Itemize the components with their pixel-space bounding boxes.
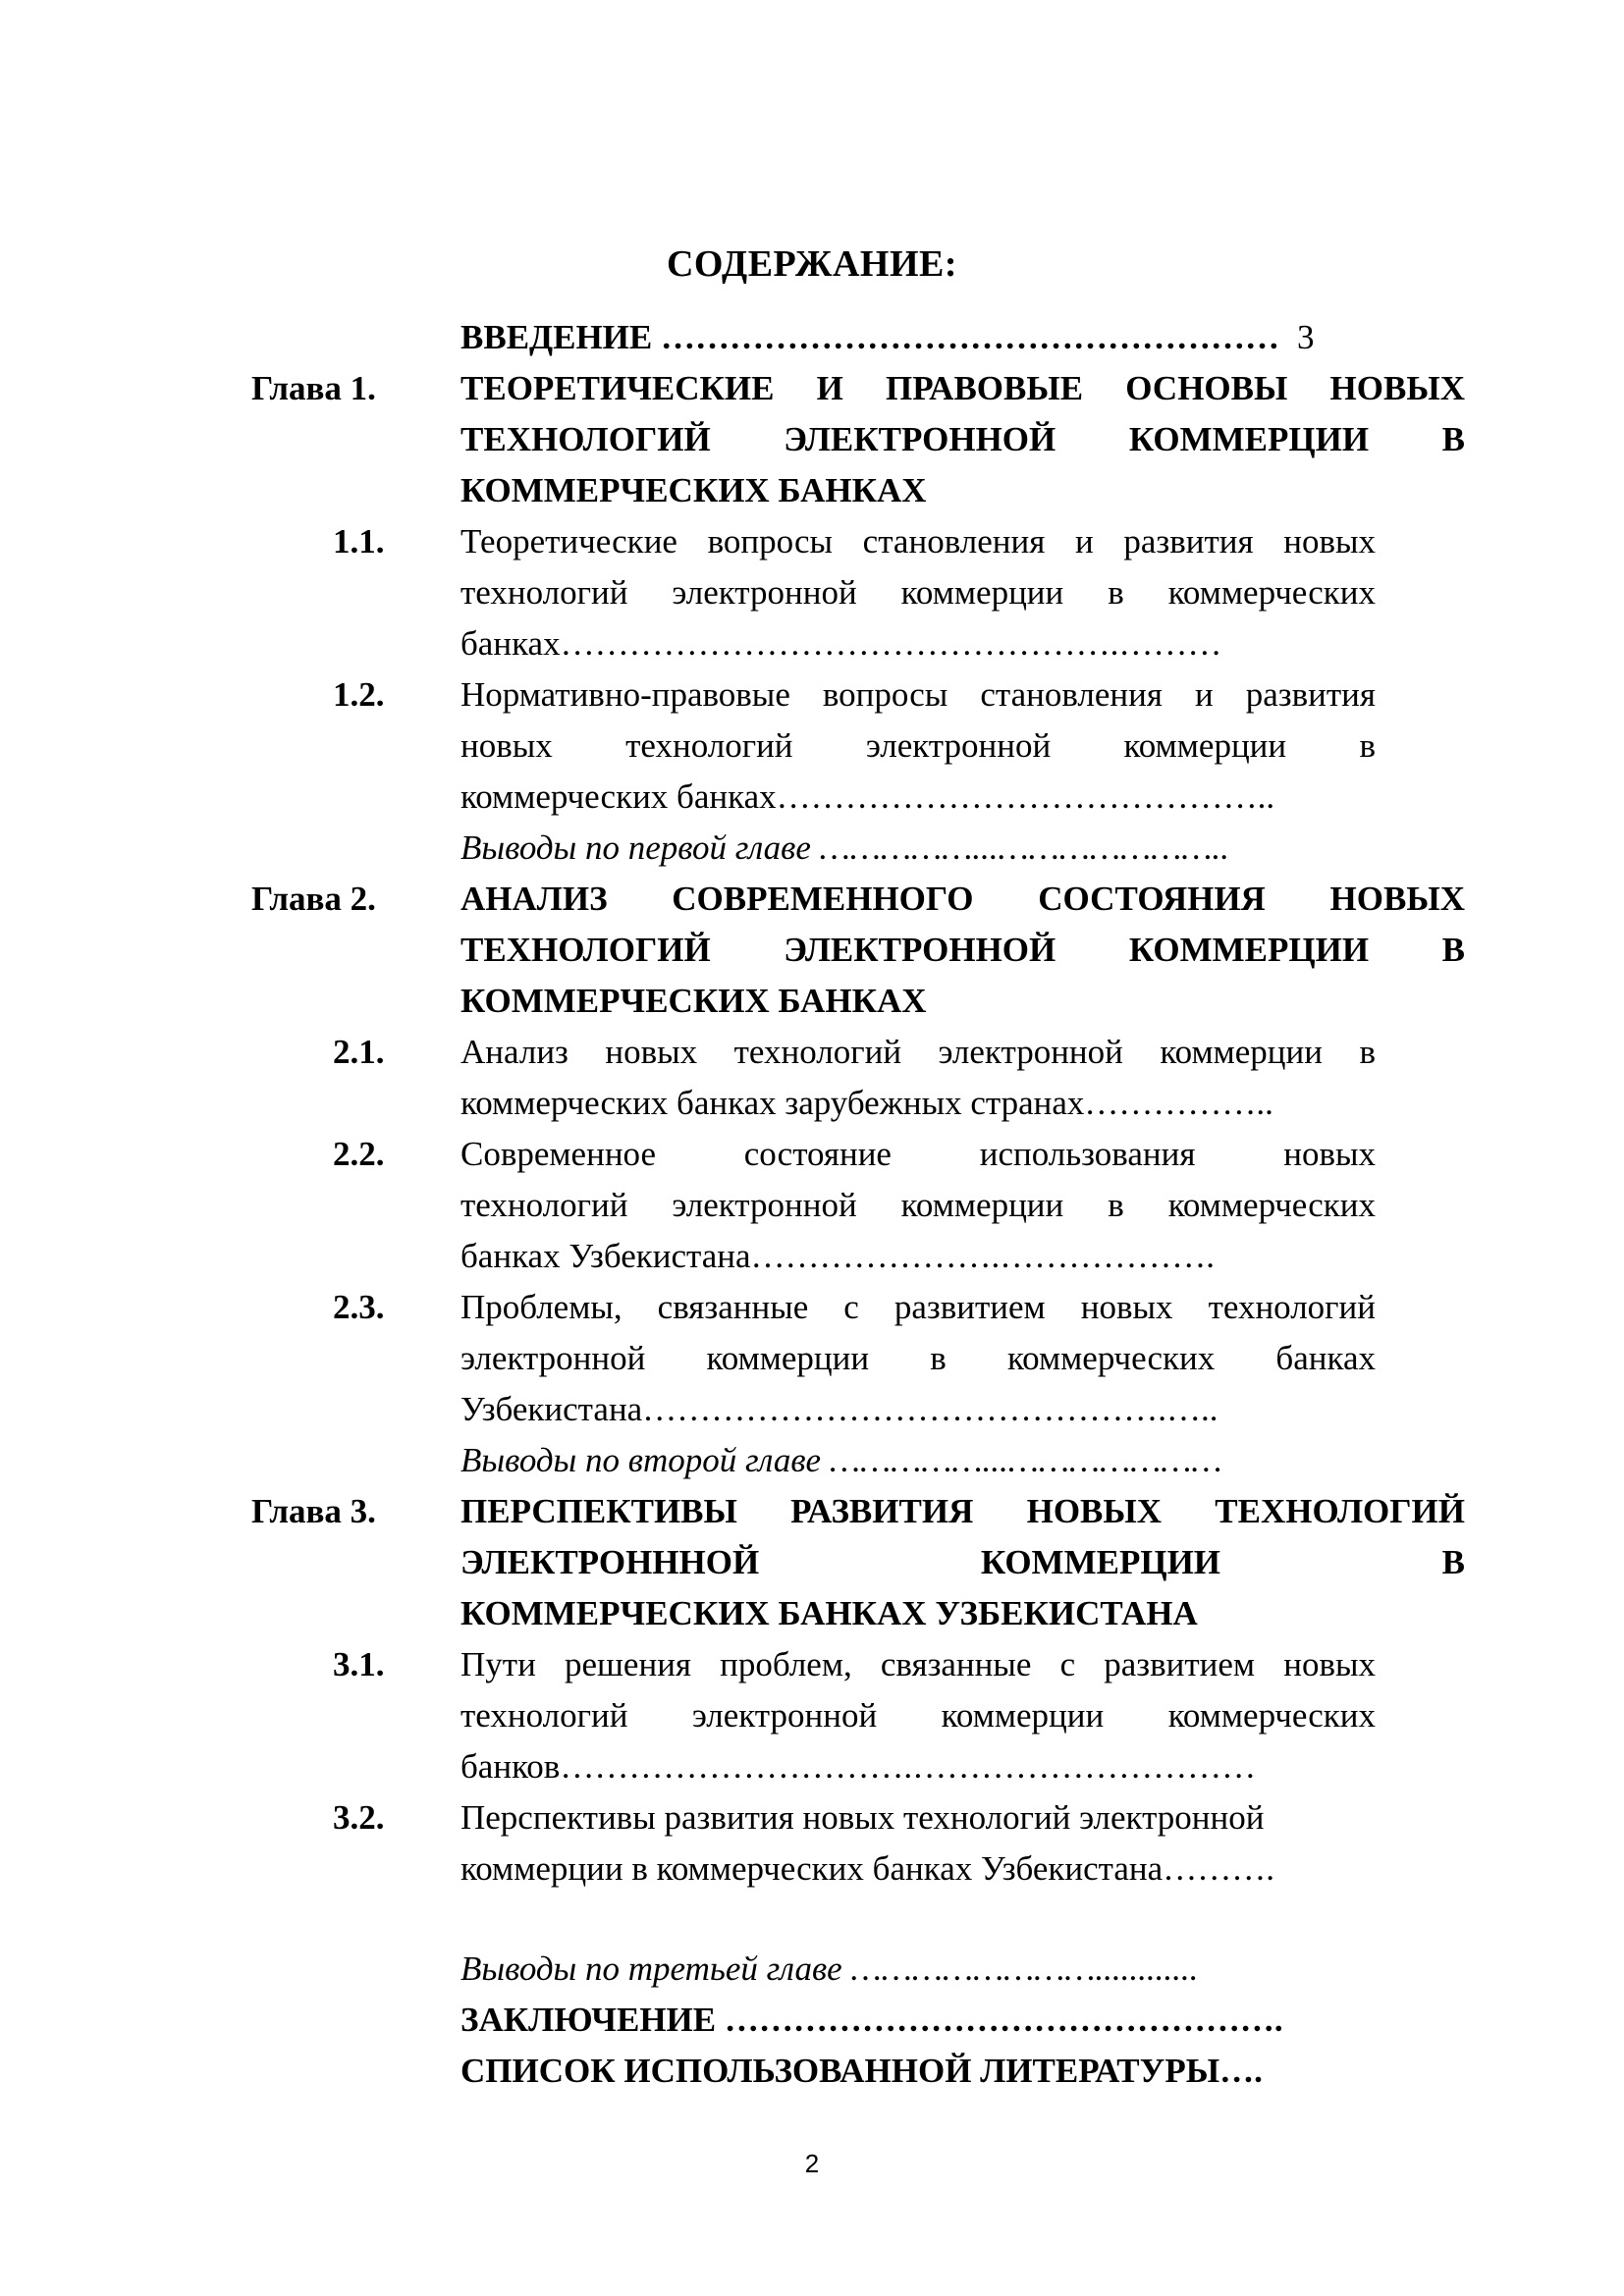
toc-entry-chapter-2 (0, 874, 1624, 1027)
section-1-2-line-1: Нормативно-правовые вопросы становления и развития (460, 675, 1376, 714)
toc-title: СОДЕРЖАНИЕ: (666, 243, 958, 285)
page-number: 2 (804, 2149, 820, 2178)
section-1-1-line-2: технологий электронной коммерции в коммерческих (460, 573, 1376, 612)
chapter-2-title-line-1: АНАЛИЗ СОВРЕМЕННОГО СОСТОЯНИЯ НОВЫХ (460, 880, 1465, 918)
chapter-1-label: Глава 1. (251, 369, 376, 407)
references-text: СПИСОК ИСПОЛЬЗОВАННОЙ ЛИТЕРАТУРЫ…. (460, 2052, 1263, 2090)
section-2-2-line-3: банках Узбекистана………………….………………. (460, 1237, 1216, 1275)
toc-entry-conclusions-2 (0, 1435, 1624, 1486)
chapter-2-title-line-2: ТЕХНОЛОГИЙ ЭЛЕКТРОННОЙ КОММЕРЦИИ В (460, 931, 1465, 969)
spacer (0, 1895, 1624, 1944)
section-3-1-line-2: технологий электронной коммерции коммерческих (460, 1696, 1376, 1735)
section-3-2-line-2: коммерции в коммерческих банках Узбекистана………. (460, 1849, 1274, 1888)
section-3-1-label: 3.1. (333, 1645, 385, 1683)
toc-entry-conclusions-1 (0, 823, 1624, 874)
conclusion-text: ЗАКЛЮЧЕНИЕ …………………………………………. (460, 2001, 1283, 2039)
section-2-3-line-2: электронной коммерции в коммерческих банках (460, 1339, 1376, 1377)
section-1-1-label: 1.1. (333, 522, 385, 561)
chapter-1-title-line-3: КОММЕРЧЕСКИХ БАНКАХ (460, 471, 927, 509)
conclusions-1-text: Выводы по первой главе ……………...………………….. (460, 828, 1229, 867)
toc-entry-chapter-1 (0, 363, 1624, 516)
section-2-1-line-2: коммерческих банках зарубежных странах…………….. (460, 1084, 1273, 1122)
section-2-3-line-3: Узбекистана……………………………………….….. (460, 1390, 1218, 1428)
toc-entry-section-3-1 (0, 1639, 1624, 1792)
toc-entry-section-2-2 (0, 1129, 1624, 1282)
toc-entry-introduction (0, 312, 1624, 363)
section-2-2-line-2: технологий электронной коммерции в коммерческих (460, 1186, 1376, 1224)
introduction-page-number: 3 (1297, 318, 1315, 356)
conclusions-2-text: Выводы по второй главе ……………...………………… (460, 1441, 1222, 1479)
toc-entry-section-2-1 (0, 1027, 1624, 1129)
toc-entry-references (0, 2046, 1624, 2097)
section-2-1-label: 2.1. (333, 1033, 385, 1071)
chapter-1-title-line-2: ТЕХНОЛОГИЙ ЭЛЕКТРОННОЙ КОММЕРЦИИ В (460, 420, 1465, 458)
section-1-2-label: 1.2. (333, 675, 385, 714)
section-2-3-label: 2.3. (333, 1288, 385, 1326)
toc-entry-chapter-3 (0, 1486, 1624, 1639)
introduction-text: ВВЕДЕНИЕ ……………………………………………… (460, 318, 1280, 356)
chapter-2-title-line-3: КОММЕРЧЕСКИХ БАНКАХ (460, 982, 927, 1020)
section-2-2-label: 2.2. (333, 1135, 385, 1173)
section-2-3-line-1: Проблемы, связанные с развитием новых технологий (460, 1288, 1376, 1326)
toc-entry-conclusions-3 (0, 1944, 1624, 1995)
section-2-2-line-1: Современное состояние использования новых (460, 1135, 1376, 1173)
section-3-1-line-1: Пути решения проблем, связанные с развитием новых (460, 1645, 1376, 1683)
chapter-2-label: Глава 2. (251, 880, 376, 918)
chapter-3-label: Глава 3. (251, 1492, 376, 1530)
section-2-1-line-1: Анализ новых технологий электронной коммерции в (460, 1033, 1376, 1071)
toc-entry-section-1-1 (0, 516, 1624, 669)
toc-entry-section-3-2 (0, 1792, 1624, 1895)
chapter-3-title-line-1: ПЕРСПЕКТИВЫ РАЗВИТИЯ НОВЫХ ТЕХНОЛОГИЙ (460, 1492, 1465, 1530)
chapter-3-title-line-3: КОММЕРЧЕСКИХ БАНКАХ УЗБЕКИСТАНА (460, 1594, 1198, 1632)
toc-entry-section-1-2 (0, 669, 1624, 823)
section-3-2-label: 3.2. (333, 1798, 385, 1837)
section-1-2-line-3: коммерческих банках…………………………………….. (460, 777, 1275, 816)
section-1-2-line-2: новых технологий электронной коммерции в (460, 726, 1376, 765)
section-3-1-line-3: банков………………………….………………………… (460, 1747, 1257, 1786)
toc-entry-section-2-3 (0, 1282, 1624, 1435)
section-1-1-line-3: банках………………………………………….……… (460, 624, 1222, 663)
table-of-contents (0, 312, 1624, 2097)
conclusions-3-text: Выводы по третьей главе ……………………............ (460, 1949, 1199, 1988)
section-3-2-line-1: Перспективы развития новых технологий электронной (460, 1798, 1265, 1837)
chapter-1-title-line-1: ТЕОРЕТИЧЕСКИЕ И ПРАВОВЫЕ ОСНОВЫ НОВЫХ (460, 369, 1465, 407)
chapter-3-title-line-2: ЭЛЕКТРОНННОЙ КОММЕРЦИИ В (460, 1543, 1465, 1581)
section-1-1-line-1: Теоретические вопросы становления и развития новых (460, 522, 1376, 561)
toc-entry-conclusion (0, 1995, 1624, 2046)
